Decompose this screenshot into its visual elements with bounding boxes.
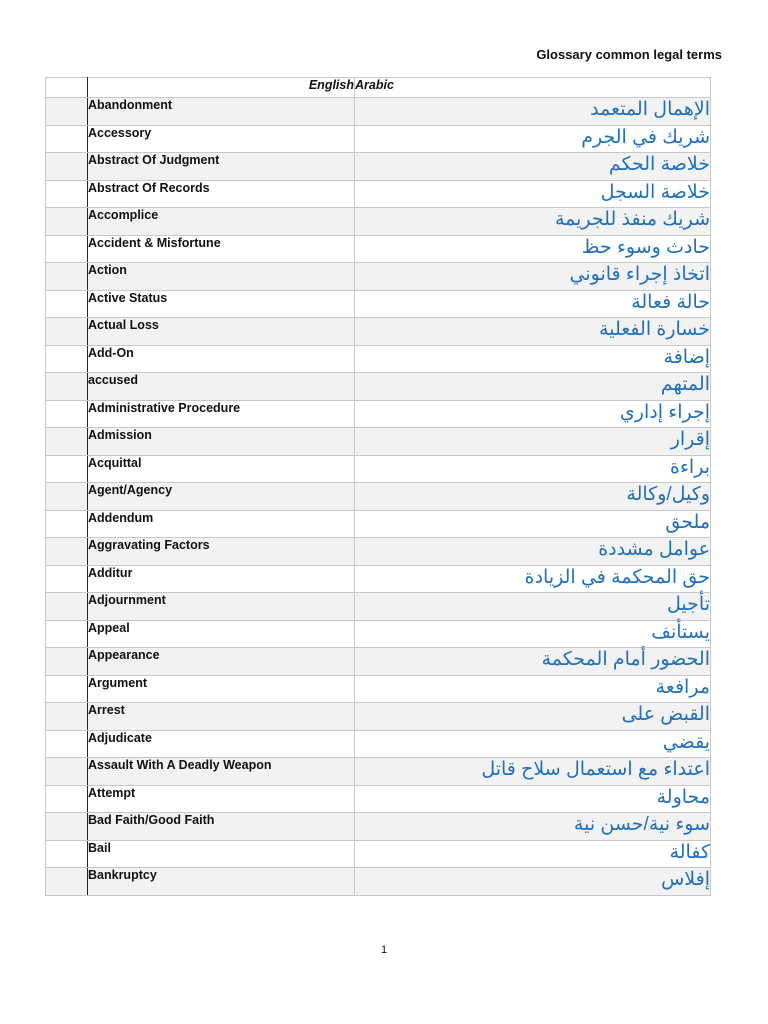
arabic-term: براءة <box>355 455 711 483</box>
row-index-cell <box>46 510 88 538</box>
arabic-term: شريك منفذ للجريمة <box>355 208 711 236</box>
english-term: Bad Faith/Good Faith <box>88 813 355 841</box>
english-term: Argument <box>88 675 355 703</box>
row-index-cell <box>46 428 88 456</box>
table-row <box>46 290 711 318</box>
table-row <box>46 428 711 456</box>
arabic-term: إفلاس <box>355 868 711 896</box>
glossary-table <box>45 77 711 896</box>
table-header-row <box>46 78 711 98</box>
arabic-term: إضافة <box>355 345 711 373</box>
arabic-term: يستأنف <box>355 620 711 648</box>
row-index-cell <box>46 235 88 263</box>
arabic-term: عوامل مشددة <box>355 538 711 566</box>
arabic-term: حادث وسوء حظ <box>355 235 711 263</box>
english-term: Appearance <box>88 648 355 676</box>
arabic-term: وكيل/وكالة <box>355 483 711 511</box>
row-index-cell <box>46 345 88 373</box>
english-term: accused <box>88 373 355 401</box>
row-index-cell <box>46 483 88 511</box>
arabic-term: خلاصة الحكم <box>355 153 711 181</box>
english-term: Bankruptcy <box>88 868 355 896</box>
english-term: Attempt <box>88 785 355 813</box>
arabic-term: مرافعة <box>355 675 711 703</box>
arabic-term: ملحق <box>355 510 711 538</box>
arabic-term: محاولة <box>355 785 711 813</box>
arabic-term: القبض على <box>355 703 711 731</box>
arabic-term: الحضور أمام المحكمة <box>355 648 711 676</box>
row-index-cell <box>46 648 88 676</box>
english-term: Abandonment <box>88 98 355 126</box>
row-index-cell <box>46 868 88 896</box>
english-term: Arrest <box>88 703 355 731</box>
table-row <box>46 98 711 126</box>
row-index-cell <box>46 153 88 181</box>
arabic-term: اتخاذ إجراء قانوني <box>355 263 711 291</box>
row-index-cell <box>46 290 88 318</box>
row-index-cell <box>46 455 88 483</box>
english-term: Add-On <box>88 345 355 373</box>
english-term: Accomplice <box>88 208 355 236</box>
row-index-cell <box>46 263 88 291</box>
table-row <box>46 373 711 401</box>
table-row <box>46 538 711 566</box>
arabic-term: الإهمال المتعمد <box>355 98 711 126</box>
row-index-cell <box>46 620 88 648</box>
arabic-term: إقرار <box>355 428 711 456</box>
index-column-header <box>46 78 88 98</box>
row-index-cell <box>46 758 88 786</box>
table-row <box>46 730 711 758</box>
arabic-term: المتهم <box>355 373 711 401</box>
arabic-term: اعتداء مع استعمال سلاح قاتل <box>355 758 711 786</box>
english-term: Additur <box>88 565 355 593</box>
english-term: Aggravating Factors <box>88 538 355 566</box>
table-row <box>46 153 711 181</box>
table-row <box>46 510 711 538</box>
table-row <box>46 483 711 511</box>
table-row <box>46 565 711 593</box>
english-term: Adjudicate <box>88 730 355 758</box>
table-row <box>46 345 711 373</box>
table-row <box>46 593 711 621</box>
row-index-cell <box>46 675 88 703</box>
english-term: Appeal <box>88 620 355 648</box>
english-term: Accessory <box>88 125 355 153</box>
row-index-cell <box>46 400 88 428</box>
english-term: Action <box>88 263 355 291</box>
table-row <box>46 263 711 291</box>
row-index-cell <box>46 180 88 208</box>
row-index-cell <box>46 593 88 621</box>
arabic-term: شريك في الجرم <box>355 125 711 153</box>
english-term: Assault With A Deadly Weapon <box>88 758 355 786</box>
english-term: Adjournment <box>88 593 355 621</box>
english-term: Abstract Of Judgment <box>88 153 355 181</box>
arabic-term: حالة فعالة <box>355 290 711 318</box>
arabic-term: إجراء إداري <box>355 400 711 428</box>
arabic-term: خسارة الفعلية <box>355 318 711 346</box>
english-term: Administrative Procedure <box>88 400 355 428</box>
table-row <box>46 208 711 236</box>
page-number: 1 <box>380 944 388 956</box>
glossary-body <box>46 98 711 896</box>
english-term: Admission <box>88 428 355 456</box>
row-index-cell <box>46 373 88 401</box>
table-row <box>46 318 711 346</box>
english-term: Acquittal <box>88 455 355 483</box>
row-index-cell <box>46 785 88 813</box>
arabic-term: كفالة <box>355 840 711 868</box>
table-row <box>46 785 711 813</box>
table-row <box>46 675 711 703</box>
english-column-header: English <box>88 78 355 98</box>
arabic-column-header: Arabic <box>355 78 711 98</box>
page-title: Glossary common legal terms <box>536 47 722 62</box>
row-index-cell <box>46 318 88 346</box>
english-term: Addendum <box>88 510 355 538</box>
english-term: Active Status <box>88 290 355 318</box>
row-index-cell <box>46 813 88 841</box>
row-index-cell <box>46 125 88 153</box>
row-index-cell <box>46 98 88 126</box>
english-term: Bail <box>88 840 355 868</box>
row-index-cell <box>46 730 88 758</box>
table-row <box>46 868 711 896</box>
table-row <box>46 648 711 676</box>
table-row <box>46 703 711 731</box>
arabic-term: حق المحكمة في الزيادة <box>355 565 711 593</box>
table-row <box>46 758 711 786</box>
english-term: Agent/Agency <box>88 483 355 511</box>
table-row <box>46 125 711 153</box>
arabic-term: تأجيل <box>355 593 711 621</box>
table-row <box>46 840 711 868</box>
table-row <box>46 400 711 428</box>
arabic-term: خلاصة السجل <box>355 180 711 208</box>
row-index-cell <box>46 565 88 593</box>
arabic-term: يقضي <box>355 730 711 758</box>
english-term: Accident & Misfortune <box>88 235 355 263</box>
row-index-cell <box>46 538 88 566</box>
arabic-term: سوء نية/حسن نية <box>355 813 711 841</box>
row-index-cell <box>46 703 88 731</box>
table-row <box>46 455 711 483</box>
table-row <box>46 620 711 648</box>
english-term: Abstract Of Records <box>88 180 355 208</box>
table-row <box>46 813 711 841</box>
row-index-cell <box>46 208 88 236</box>
row-index-cell <box>46 840 88 868</box>
table-row <box>46 235 711 263</box>
english-term: Actual Loss <box>88 318 355 346</box>
table-row <box>46 180 711 208</box>
